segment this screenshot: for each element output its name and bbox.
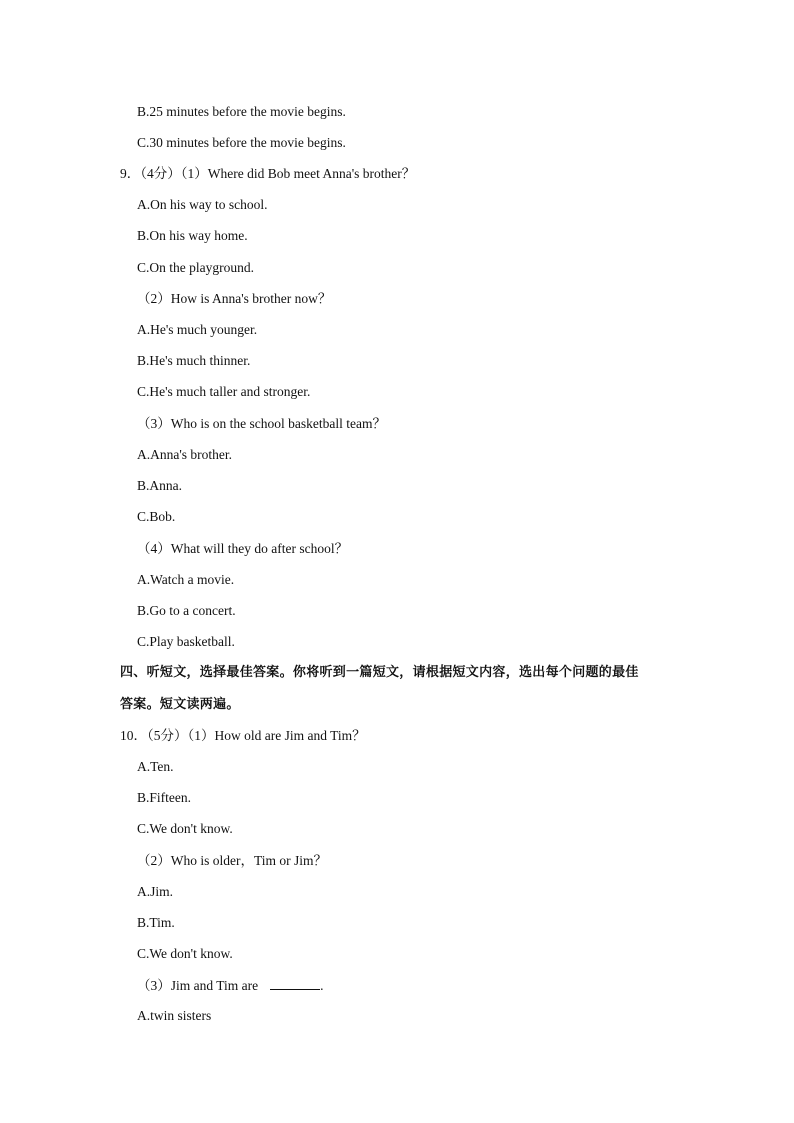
q9-1-option-b: B.On his way home.: [137, 228, 248, 243]
answer-blank: [270, 976, 320, 990]
q8-option-c: C.30 minutes before the movie begins.: [137, 135, 346, 150]
q10-3-option-a: A.twin sisters: [137, 1008, 212, 1023]
q9-3-option-a: A.Anna's brother.: [137, 447, 233, 462]
q9-4-question: （4）What will they do after school？: [137, 541, 349, 556]
q10-1-option-c: C.We don't know.: [137, 821, 233, 836]
q9-2-option-c: C.He's much taller and stronger.: [137, 384, 311, 399]
q9-3-option-b: B.Anna.: [137, 478, 182, 493]
q10-1-option-a: A.Ten.: [137, 759, 174, 774]
q9-2-option-a: A.He's much younger.: [137, 322, 258, 337]
q10-2-option-c: C.We don't know.: [137, 946, 233, 961]
q9-3-option-c: C.Bob.: [137, 509, 176, 524]
q9-1-option-a: A.On his way to school.: [137, 197, 268, 212]
q10-2-question: （2）Who is older，Tim or Jim？: [137, 853, 328, 868]
q10-3-question: [137, 976, 324, 995]
q10-2-option-b: B.Tim.: [137, 915, 175, 930]
q10-3-question-text: （3）Jim and Tim are: [137, 978, 259, 993]
q9-2-option-b: B.He's much thinner.: [137, 353, 251, 368]
section-4-heading-line-1: 四、听短文，选择最佳答案。你将听到一篇短文，请根据短文内容，选出每个问题的最佳: [120, 665, 639, 680]
q9-1-option-c: C.On the playground.: [137, 260, 254, 275]
q9-4-option-c: C.Play basketball.: [137, 634, 235, 649]
q9-4-option-a: A.Watch a movie.: [137, 572, 235, 587]
section-4-heading-line-2: 答案。短文读两遍。: [120, 697, 240, 712]
q9-2-question: （2）How is Anna's brother now？: [137, 291, 332, 306]
q10-stem: 10．（5分）（1）How old are Jim and Tim？: [120, 728, 366, 743]
q9-4-option-b: B.Go to a concert.: [137, 603, 236, 618]
q9-stem: 9．（4分）（1）Where did Bob meet Anna's brother？: [120, 166, 416, 181]
q8-option-b: B.25 minutes before the movie begins.: [137, 104, 346, 119]
q10-1-option-b: B.Fifteen.: [137, 790, 191, 805]
q9-3-question: （3）Who is on the school basketball team？: [137, 416, 386, 431]
q10-2-option-a: A.Jim.: [137, 884, 174, 899]
q10-3-question-end: .: [320, 978, 324, 993]
